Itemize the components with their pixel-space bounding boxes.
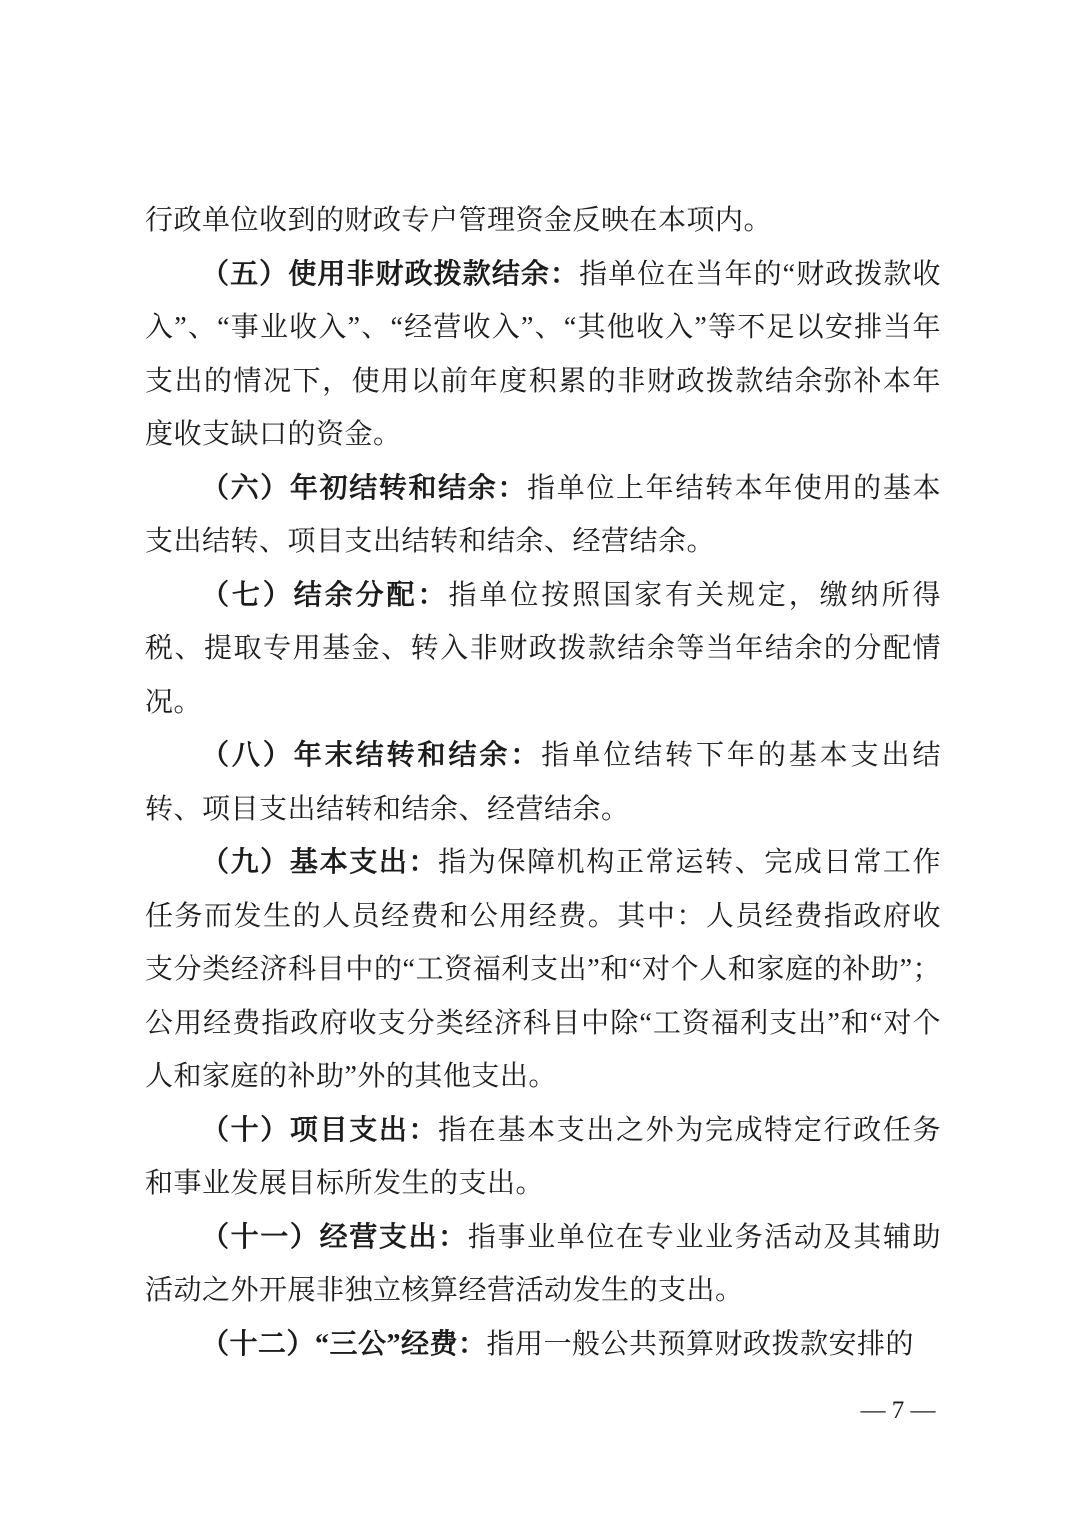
term-definition: 指单位在当年的“财政拨款收入”、“事业收入”、“经营收入”、“其他收入”等不足以安排当年支出的情况下，使用以前年度积累的非财政拨款结余弥补本年度收支缺口的资金。 [145,258,941,450]
term-definition: 行政单位收到的财政专户管理资金反映在本项内。 [145,205,773,236]
term-label: （八）年末结转和结余： [201,740,542,771]
term-definition: 指单位结转下年的基本支出结转、项目支出结转和结余、经营结余。 [145,740,941,825]
term-definition: 指单位按照国家有关规定，缴纳所得税、提取专用基金、转入非财政拨款结余等当年结余的分配情况。 [145,579,941,718]
page-number: — 7 — [860,1397,936,1424]
paragraph-item-9 [145,836,941,1104]
term-definition: 指用一般公共预算财政拨款安排的 [486,1328,915,1360]
term-label: （十）项目支出： [201,1114,439,1146]
term-definition: 指为保障机构正常运转、完成日常工作任务而发生的人员经费和公用经费。其中：人员经费指政府收支分类经济科目中的“工资福利支出”和“对个人和家庭的补助”；公用经费指政府收支分类经济科目中除“工资福利支出”和“对个人和家庭的补助”外的其他支出。 [145,847,941,1092]
term-label: （十二）“三公”经费： [201,1328,487,1360]
term-label: （十一）经营支出： [201,1221,468,1253]
paragraph-item-5 [145,248,941,462]
paragraph-item-12 [145,1318,941,1372]
paragraph-item-11 [145,1211,941,1318]
term-label: （九）基本支出： [201,847,439,878]
paragraph-item-8 [145,729,941,836]
paragraph-item-7 [145,569,941,730]
document-body [145,194,941,1371]
term-label: （五）使用非财政拨款结余： [201,258,580,290]
term-label: （七）结余分配： [201,579,449,611]
term-definition: 指单位上年结转本年使用的基本支出结转、项目支出结转和结余、经营结余。 [145,472,941,557]
paragraph-carryover-text [145,194,941,248]
paragraph-item-6 [145,462,941,569]
term-definition: 指事业单位在专业业务活动及其辅助活动之外开展非独立核算经营活动发生的支出。 [145,1221,941,1306]
term-definition: 指在基本支出之外为完成特定行政任务和事业发展目标所发生的支出。 [145,1114,941,1199]
paragraph-item-10 [145,1104,941,1211]
term-label: （六）年初结转和结余： [201,472,528,504]
